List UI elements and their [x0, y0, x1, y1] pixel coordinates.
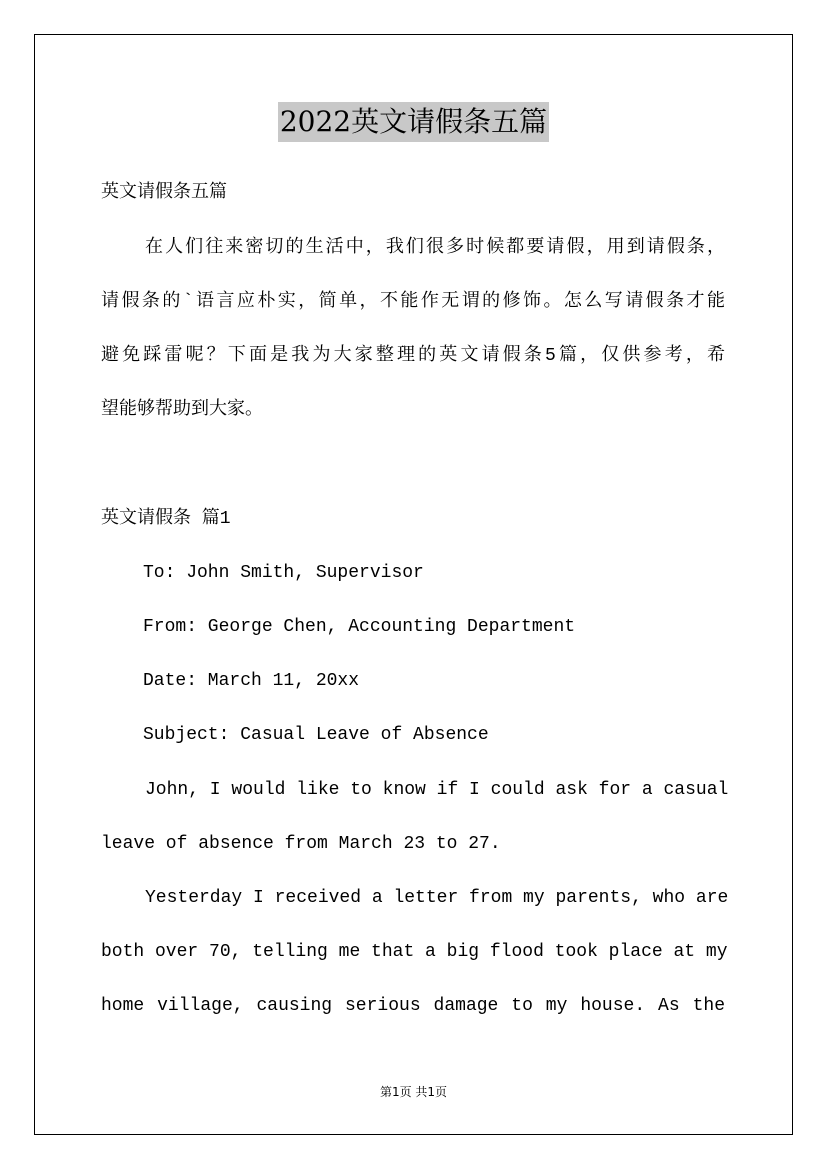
document-title: 2022英文请假条五篇	[278, 102, 549, 142]
body-p2-line-3: home village, causing serious damage to my house. As the	[101, 996, 725, 1016]
memo-from: From: George Chen, Accounting Department	[143, 617, 576, 637]
document-subtitle: 英文请假条五篇	[101, 183, 227, 203]
intro-line-1: 在人们往来密切的生活中，我们很多时候都要请假，用到请假条，	[145, 238, 725, 258]
memo-date: Date: March 11, 20xx	[143, 671, 360, 691]
section-heading: 英文请假条 篇1	[101, 509, 231, 529]
title-wrap	[0, 102, 827, 142]
memo-subject: Subject: Casual Leave of Absence	[143, 725, 489, 745]
intro-line-3: 避免踩雷呢？下面是我为大家整理的英文请假条5篇，仅供参考，希	[101, 346, 725, 366]
intro-line-4: 望能够帮助到大家。	[101, 400, 263, 420]
body-p1-line-2: leave of absence from March 23 to 27.	[101, 834, 501, 854]
page-footer: 第1页 共1页	[379, 1085, 448, 1099]
intro-line-2: 请假条的`语言应朴实，简单，不能作无谓的修饰。怎么写请假条才能	[101, 292, 725, 312]
body-p2-line-1: Yesterday I received a letter from my parents, who are	[145, 888, 729, 908]
body-p1-line-1: John, I would like to know if I could ask for a casual	[145, 780, 729, 800]
body-p2-line-2: both over 70, telling me that a big flood took place at my	[101, 942, 728, 962]
memo-to: To: John Smith, Supervisor	[143, 563, 424, 583]
